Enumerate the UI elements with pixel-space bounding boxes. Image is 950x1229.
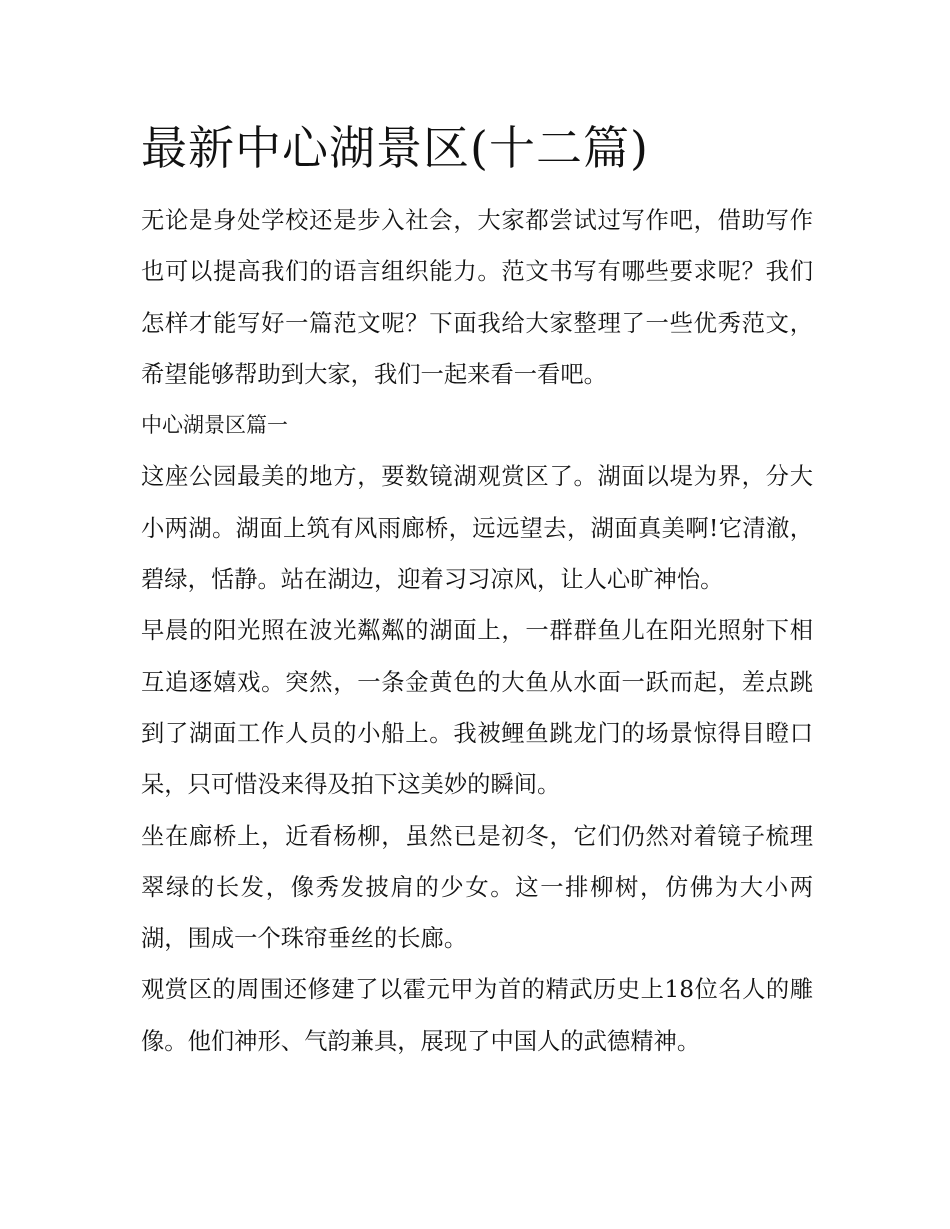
body-paragraph: 早晨的阳光照在波光粼粼的湖面上，一群群鱼儿在阳光照射下相互追逐嬉戏。突然，一条金黄色的大鱼从水面一跃而起，差点跳到了湖面工作人员的小船上。我被鲤鱼跳龙门的场景惊得目瞪口呆，只可惜没来得及拍下这美妙的瞬间。 [141,617,813,799]
document-title: 最新中心湖景区(十二篇) [141,121,649,175]
document-body [141,116,813,1067]
body-paragraph: 观赏区的周围还修建了以霍元甲为首的精武历史上18位名人的雕像。他们神形、气韵兼具，展现了中国人的武德精神。 [141,976,813,1055]
body-paragraph: 这座公园最美的地方，要数镜湖观赏区了。湖面以堤为界，分大小两湖。湖面上筑有风雨廊桥，远远望去，湖面真美啊!它清澈，碧绿，恬静。站在湖边，迎着习习凉风，让人心旷神怡。 [141,463,813,594]
section-heading: 中心湖景区篇一 [141,413,288,438]
body-paragraph: 坐在廊桥上，近看杨柳，虽然已是初冬，它们仍然对着镜子梳理翠绿的长发，像秀发披肩的少女。这一排柳树，仿佛为大小两湖，围成一个珠帘垂丝的长廊。 [141,822,813,953]
intro-paragraph: 无论是身处学校还是步入社会，大家都尝试过写作吧，借助写作也可以提高我们的语言组织能力。范文书写有哪些要求呢？我们怎样才能写好一篇范文呢？下面我给大家整理了一些优秀范文，希望能够帮助到大家，我们一起来看一看吧。 [141,207,813,388]
